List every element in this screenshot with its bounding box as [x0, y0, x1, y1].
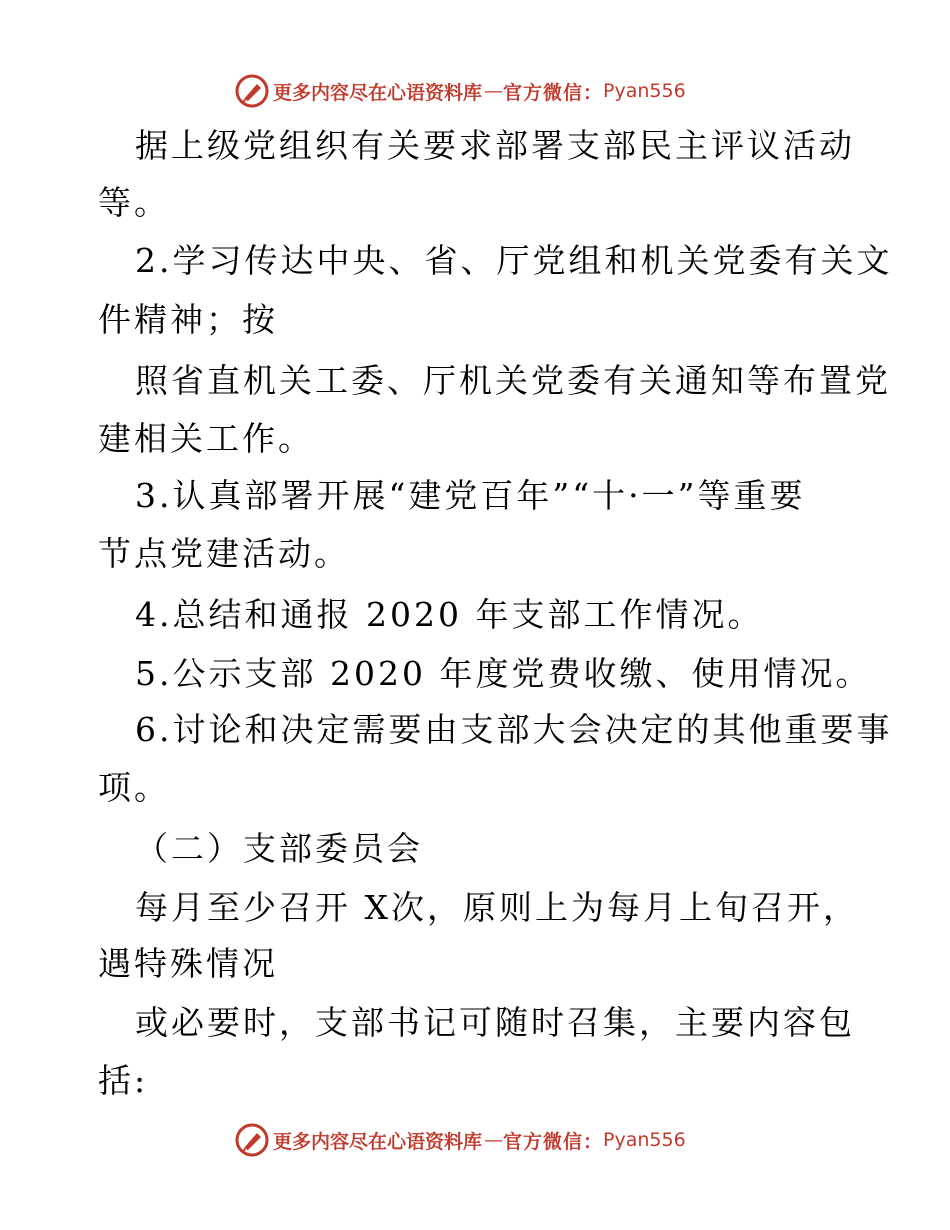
body-line: 等。 — [98, 183, 170, 222]
body-line: 5.公示支部 2020 年度党费收缴、使用情况。 — [135, 654, 872, 693]
footer-wechat-label: 官方微信： — [503, 1130, 604, 1153]
header-site-text: 更多内容尽在心语资料库 — [273, 81, 483, 104]
footer-banner — [235, 1122, 686, 1158]
body-line: 节点党建活动。 — [98, 534, 350, 573]
body-line: 6.讨论和决定需要由支部大会决定的其他重要事 — [135, 710, 893, 749]
footer-dash: — — [484, 1129, 502, 1151]
pen-logo-icon — [235, 74, 269, 108]
body-line: 据上级党组织有关要求部署支部民主评议活动 — [135, 126, 855, 165]
header-banner — [235, 73, 686, 109]
header-wechat-id: Pyan556 — [603, 80, 686, 102]
header-wechat-label: 官方微信： — [503, 81, 604, 104]
body-line: 遇特殊情况 — [98, 944, 278, 983]
body-line: 或必要时，支部书记可随时召集，主要内容包 — [135, 1003, 855, 1042]
header-dash: — — [484, 80, 502, 102]
body-line: 项。 — [98, 768, 170, 807]
footer-site-text: 更多内容尽在心语资料库 — [273, 1130, 483, 1153]
body-line: 每月至少召开 X次，原则上为每月上旬召开， — [135, 888, 859, 927]
body-line: 件精神；按 — [98, 300, 278, 339]
body-line: 3.认真部署开展“建党百年”“十·一”等重要 — [135, 476, 806, 515]
body-line: 括: — [98, 1061, 149, 1100]
body-line: 4.总结和通报 2020 年支部工作情况。 — [135, 595, 764, 634]
body-line: 照省直机关工委、厅机关党委有关通知等布置党 — [135, 361, 891, 400]
body-line: 建相关工作。 — [98, 419, 314, 458]
body-line: 2.学习传达中央、省、厅党组和机关党委有关文 — [135, 241, 893, 280]
footer-wechat-id: Pyan556 — [603, 1129, 686, 1151]
pen-logo-icon — [235, 1123, 269, 1157]
section-heading: （二）支部委员会 — [135, 829, 423, 868]
